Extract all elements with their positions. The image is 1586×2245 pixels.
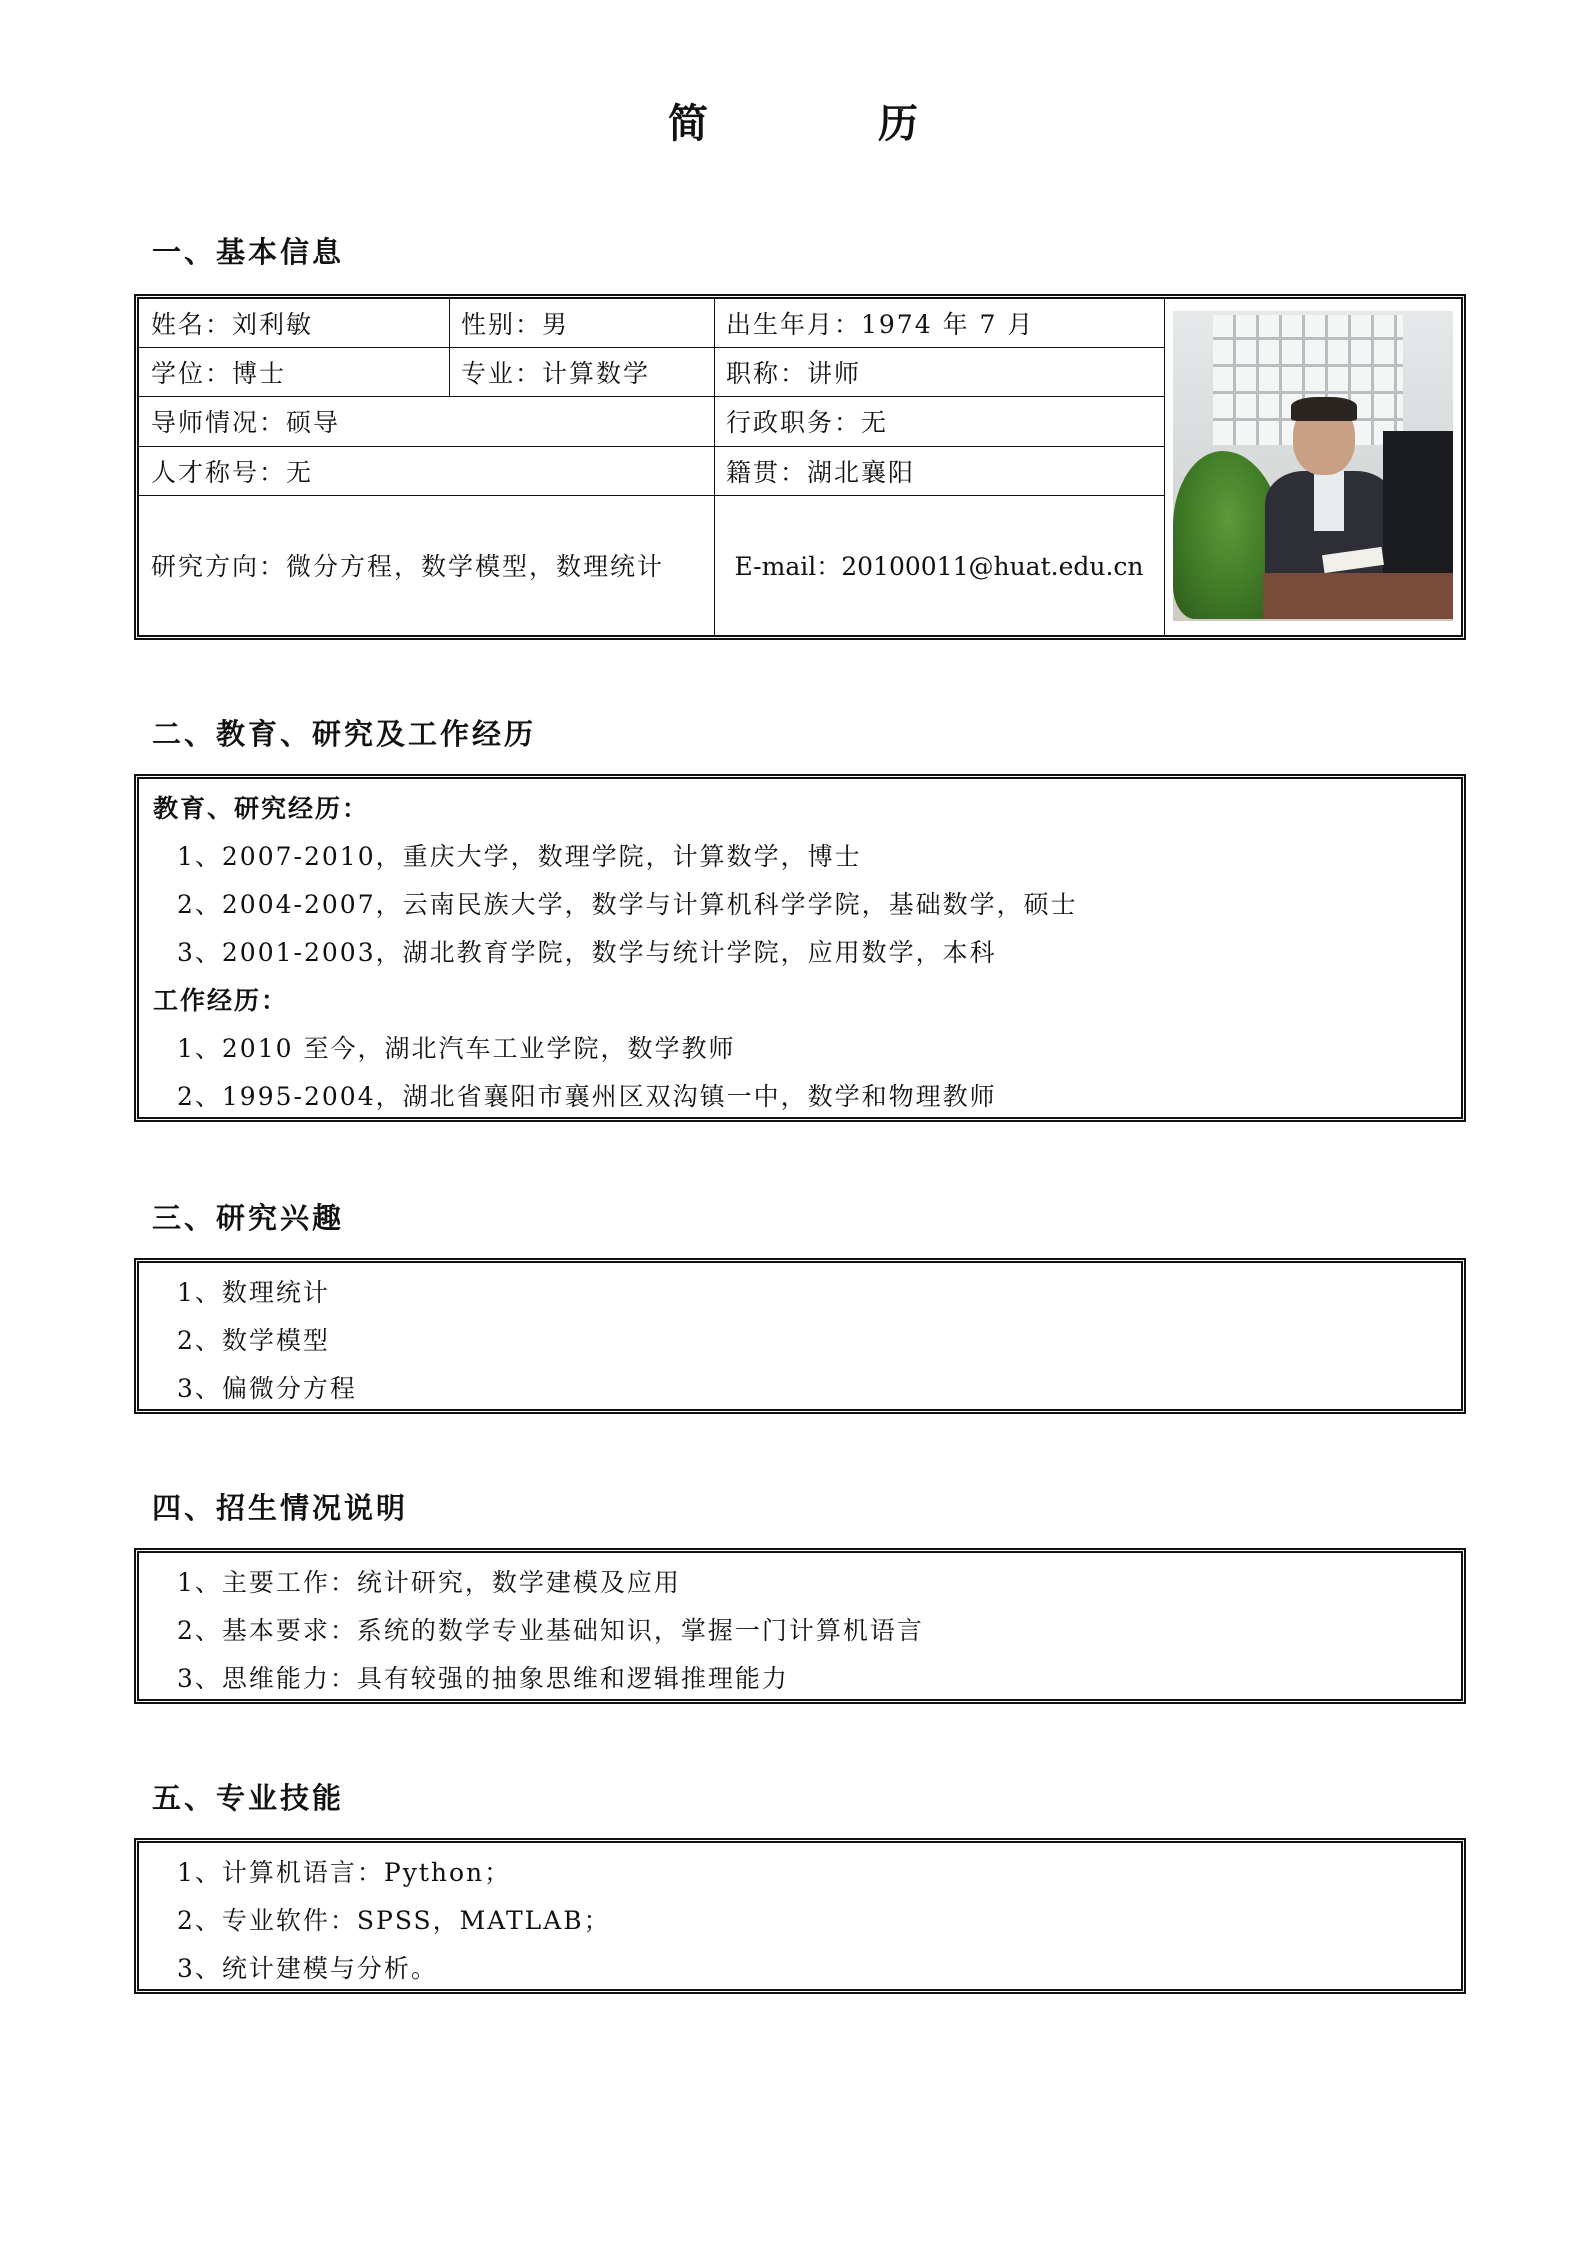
- degree-field: 学位：博士: [151, 358, 287, 388]
- experience-box: [134, 774, 1466, 1122]
- research-direction-field: 研究方向：微分方程，数学模型，数理统计: [151, 552, 665, 581]
- list-item: 2、2004-2007，云南民族大学，数学与计算机科学学院，基础数学，硕士: [177, 890, 1078, 919]
- interests-box: [134, 1258, 1466, 1414]
- major-field: 专业：计算数学: [461, 358, 651, 388]
- admin-field: 行政职务：无: [726, 408, 889, 437]
- skills-box: [134, 1838, 1466, 1994]
- recruit-box: [134, 1548, 1466, 1704]
- talent-field: 人才称号：无: [151, 457, 314, 487]
- list-item: 2、专业软件：SPSS，MATLAB；: [177, 1906, 611, 1935]
- section-heading-skills: 五、专业技能: [152, 1781, 345, 1815]
- profile-photo: [1173, 311, 1453, 621]
- list-item: 2、1995-2004，湖北省襄阳市襄州区双沟镇一中，数学和物理教师: [177, 1082, 997, 1111]
- edu-title: 教育、研究经历：: [153, 794, 370, 823]
- section-heading-recruit: 四、招生情况说明: [152, 1491, 409, 1525]
- list-item: 3、2001-2003，湖北教育学院，数学与统计学院，应用数学，本科: [177, 938, 997, 967]
- list-item: 3、统计建模与分析。: [177, 1954, 438, 1983]
- list-item: 1、2010 至今，湖北汽车工业学院，数学教师: [177, 1034, 736, 1063]
- name-field: 姓名：刘利敏: [151, 310, 314, 339]
- section-heading-experience: 二、教育、研究及工作经历: [152, 717, 537, 751]
- title-char-1: 简: [668, 100, 708, 147]
- section-heading-basic: 一、基本信息: [152, 235, 345, 269]
- section-heading-interests: 三、研究兴趣: [152, 1201, 345, 1235]
- birth-field: 出生年月：1974 年 7 月: [726, 310, 1035, 339]
- title-char-2: 历: [878, 100, 918, 147]
- list-item: 2、基本要求：系统的数学专业基础知识，掌握一门计算机语言: [177, 1616, 924, 1645]
- email-field: E-mail：20100011@huat.edu.cn: [734, 552, 1144, 581]
- supervisor-field: 导师情况：硕导: [151, 408, 341, 437]
- list-item: 3、思维能力：具有较强的抽象思维和逻辑推理能力: [177, 1664, 789, 1693]
- list-item: 3、偏微分方程: [177, 1374, 357, 1403]
- list-item: 1、2007-2010，重庆大学，数理学院，计算数学，博士: [177, 842, 862, 871]
- native-field: 籍贯：湖北襄阳: [726, 457, 916, 487]
- list-item: 1、数理统计: [177, 1278, 330, 1307]
- work-title: 工作经历：: [153, 986, 289, 1015]
- list-item: 2、数学模型: [177, 1326, 330, 1355]
- page-title: [0, 92, 1586, 149]
- rank-field: 职称：讲师: [726, 358, 862, 388]
- list-item: 1、主要工作：统计研究，数学建模及应用: [177, 1568, 681, 1597]
- basic-info-table: [134, 294, 1466, 640]
- list-item: 1、计算机语言：Python；: [177, 1858, 512, 1887]
- gender-field: 性别：男: [461, 310, 570, 339]
